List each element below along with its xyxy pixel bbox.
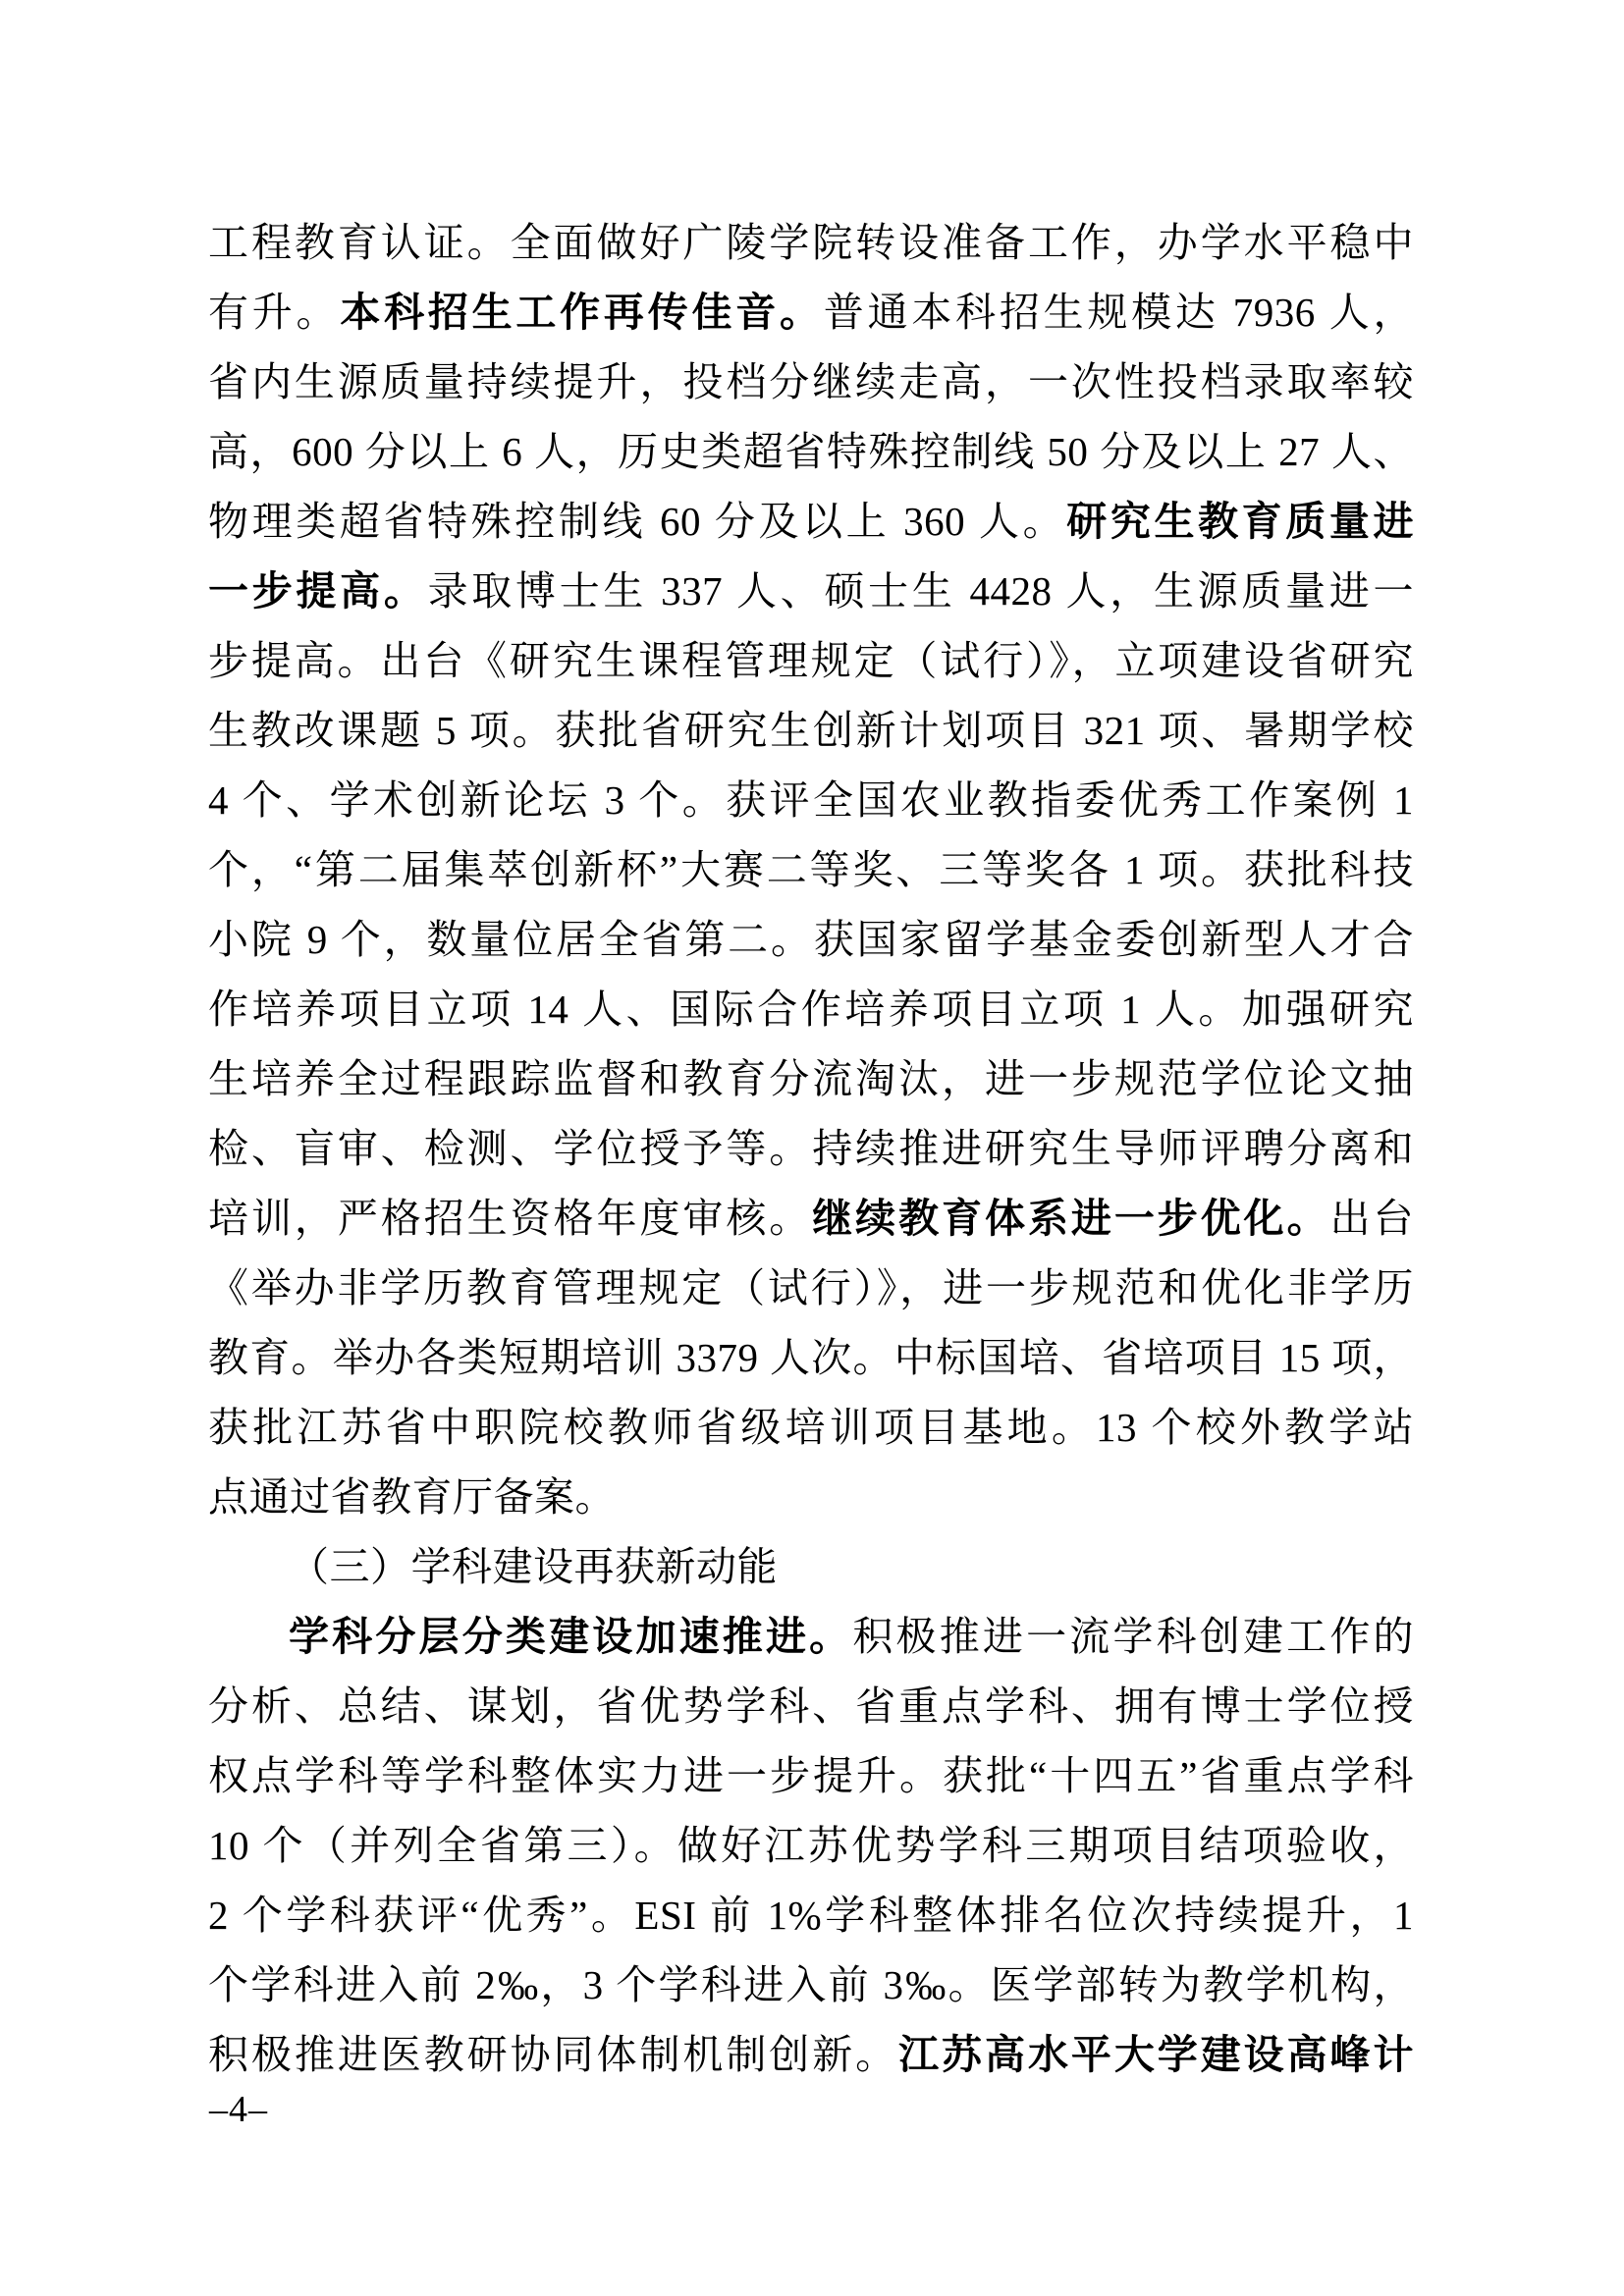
- text-run: （三）学科建设再获新动能: [289, 1544, 778, 1589]
- text-line: [208, 208, 1414, 278]
- text-line: [208, 1393, 1414, 1463]
- text-line: [208, 835, 1414, 905]
- text-line: [208, 975, 1414, 1044]
- bold-text-run: 一步提高。: [208, 568, 428, 614]
- bold-text-run: 研究生教育质量进: [1066, 499, 1414, 544]
- text-line: [208, 1672, 1414, 1741]
- text-run: 作培养项目立项 14 人、国际合作培养项目立项 1 人。加强研究: [208, 987, 1414, 1032]
- text-line: [208, 417, 1414, 487]
- text-line: [208, 1811, 1414, 1881]
- text-line: [208, 1044, 1414, 1114]
- text-run: 录取博士生 337 人、硕士生 4428 人，生源质量进一: [427, 568, 1414, 614]
- text-line: [208, 278, 1414, 347]
- text-line: [208, 766, 1414, 835]
- bold-text-run: 本科招生工作再传佳音。: [340, 290, 824, 335]
- text-line: [208, 347, 1414, 417]
- text-run: 小院 9 个，数量位居全省第二。获国家留学基金委创新型人才合: [208, 917, 1414, 962]
- text-run: 普通本科招生规模达 7936 人，: [823, 290, 1414, 335]
- body-text: [208, 208, 1414, 2090]
- text-run: 省内生源质量持续提升，投档分继续走高，一次性投档录取率较: [208, 359, 1414, 404]
- text-line: [208, 1741, 1414, 1811]
- text-line: [208, 1114, 1414, 1184]
- text-line: [208, 626, 1414, 696]
- text-line: [208, 1602, 1414, 1672]
- text-run: 10 个（并列全省第三）。做好江苏优势学科三期项目结项验收，: [208, 1823, 1414, 1868]
- text-run: 个学科进入前 2‰，3 个学科进入前 3‰。医学部转为教学机构，: [208, 1962, 1414, 2007]
- text-run: 生教改课题 5 项。获批省研究生创新计划项目 321 项、暑期学校: [208, 708, 1414, 753]
- page-number: –4–: [209, 2089, 268, 2130]
- bold-text-run: 学科分层分类建设加速推进。: [289, 1614, 853, 1659]
- section-heading: [208, 1532, 1414, 1602]
- text-run: 物理类超省特殊控制线 60 分及以上 360 人。: [208, 499, 1067, 544]
- text-line: [208, 1323, 1414, 1393]
- text-line: [208, 1950, 1414, 2020]
- text-run: 个，“第二届集萃创新杯”大赛二等奖、三等奖各 1 项。获批科技: [208, 847, 1414, 892]
- text-line: [208, 1881, 1414, 1950]
- text-run: 4 个、学术创新论坛 3 个。获评全国农业教指委优秀工作案例 1: [208, 777, 1414, 823]
- text-line: [208, 1184, 1414, 1254]
- text-line: [208, 557, 1414, 626]
- text-run: 出台: [1329, 1196, 1414, 1241]
- text-run: 积极推进医教研协同体制机制创新。: [208, 2032, 899, 2077]
- text-run: 《举办非学历教育管理规定（试行）》，进一步规范和优化非学历: [208, 1265, 1414, 1310]
- text-line: [208, 1463, 1414, 1532]
- bold-text-run: 继续教育体系进一步优化。: [812, 1196, 1330, 1241]
- text-run: 获批江苏省中职院校教师省级培训项目基地。13 个校外教学站: [208, 1405, 1414, 1450]
- text-run: 积极推进一流学科创建工作的: [852, 1614, 1414, 1659]
- bold-text-run: 江苏高水平大学建设高峰计: [898, 2032, 1414, 2077]
- text-run: 工程教育认证。全面做好广陵学院转设准备工作，办学水平稳中: [208, 220, 1414, 265]
- text-run: 步提高。出台《研究生课程管理规定（试行）》，立项建设省研究: [208, 638, 1414, 683]
- text-line: [208, 487, 1414, 557]
- text-line: [208, 905, 1414, 975]
- text-run: 点通过省教育厅备案。: [208, 1474, 616, 1520]
- text-run: 权点学科等学科整体实力进一步提升。获批“十四五”省重点学科: [208, 1753, 1414, 1798]
- text-run: 2 个学科获评“优秀”。ESI 前 1%学科整体排名位次持续提升，1: [208, 1893, 1414, 1938]
- text-run: 检、盲审、检测、学位授予等。持续推进研究生导师评聘分离和: [208, 1126, 1414, 1171]
- text-run: 高，600 分以上 6 人，历史类超省特殊控制线 50 分及以上 27 人、: [208, 429, 1414, 474]
- text-line: [208, 2020, 1414, 2090]
- text-line: [208, 696, 1414, 766]
- text-run: 生培养全过程跟踪监督和教育分流淘汰，进一步规范学位论文抽: [208, 1056, 1414, 1101]
- text-run: 教育。举办各类短期培训 3379 人次。中标国培、省培项目 15 项，: [208, 1335, 1414, 1380]
- text-line: [208, 1254, 1414, 1323]
- text-run: 培训，严格招生资格年度审核。: [208, 1196, 813, 1241]
- text-run: 有升。: [208, 290, 341, 335]
- text-run: 分析、总结、谋划，省优势学科、省重点学科、拥有博士学位授: [208, 1683, 1414, 1729]
